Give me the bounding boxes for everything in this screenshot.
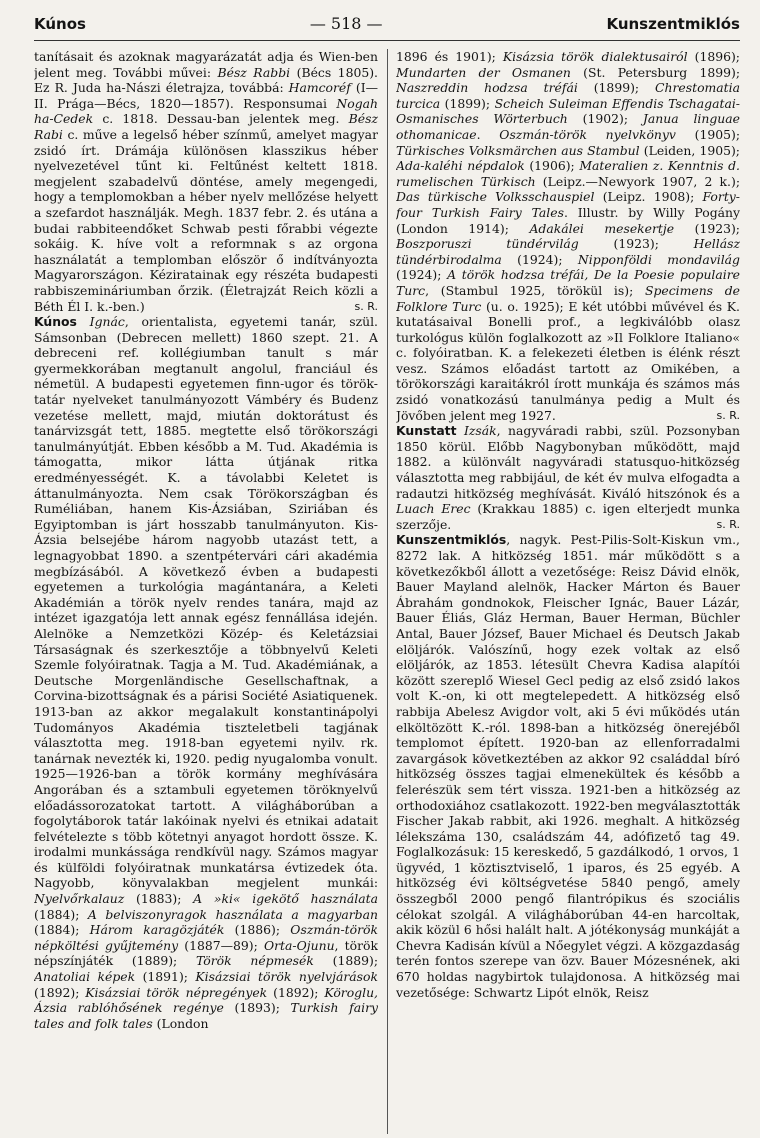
italic-title: Orta-Ojunu — [263, 937, 335, 953]
italic-title: Török népmesék — [195, 953, 314, 969]
column-divider — [387, 49, 388, 1134]
author-signature: s. R. — [354, 299, 378, 313]
italic-title: A »ki« igekötő használata — [193, 891, 378, 907]
header-right-guideword: Kunszentmiklós — [606, 15, 740, 33]
dictionary-entry — [396, 423, 740, 532]
italic-title: Oszmán-török nyelvkönyv — [499, 126, 676, 142]
entry-text: (1924); — [396, 267, 448, 283]
entry-text: (1884); — [34, 922, 90, 938]
entry-text: (1887—89); — [178, 937, 264, 953]
entry-text: 1896 és 1901); — [396, 49, 503, 64]
italic-title: Bész Rabi — [34, 111, 378, 142]
entry-text: (1889); — [313, 953, 378, 969]
entry-text: . Illustr. by Willy Pogány (London 1914); — [396, 204, 740, 236]
page-header — [34, 14, 740, 41]
entry-text: tanításait és azoknak magyarázatát adja és Wien-ben jelent meg. További művei: — [34, 49, 378, 80]
italic-title: Boszporuszi tündérvilág — [396, 236, 579, 252]
entry-text: . — [476, 126, 500, 142]
entry-text: , orientalista, egyetemi tanár, szül. Sámsonban (Debrecen mellett) 1860 szept. 21. A debreceni ref. kollégiumban tanult s már gyermekkorában megtanult angolul, franciául és németül. A budapesti egyetemen finn-ugor és török-tatár nyelveket tanulmányozott Vámbéry és Budenz vezetése mellett, majd, miután doktorátust és tanárvizsgát tett, 1885. megtette első törökországi tanulmányútját. Ebben később a M. Tud. Akadémia is támogatta, mikor látta útjának ritka eredményességét. K. a távolabbi Keletet is áttanulmányozta. Nem csak Törökországban és Ruméliában, hanem Kis-Ázsiában, Sziriában és Egyiptomban is járt hosszabb tanulmányuton. Kis-Ázsia belsejébe három nagyobb utazást tett, a legnagyobbat 1890. a szentpétervári cári akadémia megbízásából. A következő évben a budapesti egyetemen a turkológia magántanára, a Keleti Akadémián a török nyelv rendes tanára, majd az intézet igazgatója lett annak egész fennállása idején. Alelnöke a Nemzetközi Közép- és Keletázsiai Társaságnak és szerkesztője a többnyelvű Keleti Szemle folyóiratnak. Tagja a M. Tud. Akadémiának, a Deutsche Morgenländische Gesellschaftnak, a Corvina-bizottságnak és a párisi Société Asiatiquenek. 1913-ban az akkor megalakult konstantinápolyi Tudományos Akadémia tiszteletbeli tagjának választotta meg. 1918-ban egyetemi nyilv. rk. tanárnak nevezték ki, 1920. pedig nyugalomba vonult. 1925—1926-ban a török kormány meghívására Angorában és a sztambuli egyetemen töröknyelvű előadássorozatokat tartott. A világháborúban a fogolytáborok tatár lakóinak nyelvi és etnikai adatait felvételezte s több kötetnyi anyagot hordott össze. K. irodalmi munkássága rendkívül nagy. Számos magyar és külföldi folyóiratnak munkatársa évtizedek óta. Nagyobb, könyvalakban megjelent munkái: — [34, 314, 378, 891]
entry-text: (1924); — [501, 251, 578, 267]
italic-title: Chrestomatia turcica — [396, 80, 740, 111]
italic-title: Specimens de Folklore Turc — [396, 282, 740, 314]
entry-continuation — [34, 49, 378, 314]
italic-title: Kisázsiai török népregények — [85, 984, 268, 1000]
italic-title: Hellász tündérbirodalma — [396, 236, 740, 267]
italic-title: Naszreddin hodzsa tréfái — [396, 80, 578, 96]
italic-title: Adakálei mesekertje — [529, 220, 675, 236]
italic-title: Forty-four Turkish Fairy Tales — [396, 189, 740, 220]
header-left-guideword: Kúnos — [34, 15, 86, 33]
entry-text — [457, 423, 464, 438]
entry-text: (1892); — [267, 984, 325, 1000]
entry-text: c. 1818. Dessau-ban jelentek meg. — [93, 111, 349, 127]
entry-text — [77, 314, 90, 329]
entry-text: , török népszínjáték (1889); — [34, 937, 378, 969]
entry-text: (Leipz.—Newyork 1907, 2 k.); — [535, 173, 740, 189]
text-columns — [34, 49, 740, 1134]
italic-title: Kisázsia török dialektusairól — [502, 49, 688, 64]
italic-title: Ignác — [89, 314, 125, 330]
entry-text: (Krakkau 1885) c. igen elterjedt munka szerzője. — [396, 501, 740, 532]
entry-text: , nagyk. Pest-Pilis-Solt-Kiskun vm., 8272 lak. A hitközség 1851. már működött s a következőkből állott a vezetősége: Reisz Dávid elnök, Bauer Mayland alelnök, Hacker Márton és Bauer Ábrahám gondnokok, Fleischer Ignác, Bauer Lázár, Bauer Éliás, Gláz Herman, Bauer Herman, Büchler Antal, Bauer József, Bauer Michael és Deutsch Jakab elöljárók. Valószínű, hogy ezek voltak az első elöljárók, az 1853. létesült Chevra Kadisa alapítói között szereplő Wiesel Gecl pedig az első zsidó lakos volt K.-on, ki ott megtelepedett. A hitközség első rabbija Abelesz Avigdor volt, aki 5 évi működés után elköltözött K.-ról. 1898-ban a hitközség önerejéből templomot épített. 1920-ban az ellenforradalmi zavargások következtében az akkor 92 családdal bíró hitközség összes tagjai elmenekültek és később a felerészük sem tért vissza. 1921-ben a hitközség az orthodoxiához csatlakozott. 1922-ben megválasztották Fischer Jakab rabbit, aki 1926. meghalt. A hitközség lélekszáma 130, családszám 44, adófizető tag 49. Foglalkozásuk: 15 kereskedő, 5 gazdálkodó, 1 orvos, 1 ügyvéd, 1 köztisztviselő, 1 iparos, és 25 egyéb. A hitközség évi költségvetése 5840 pengő, amely összegből 2000 pengő filantrópikus és szociális célokat szolgál. A világháborúban 44-en harcoltak, akik közül 6 hősi halált halt. A jótékonyság munkáját a Chevra Kadisán kívül a Nőegylet végzi. A közgazdaság terén fontos szerepe van özv. Bauer Mózesnének, aki 670 holdas nagybirtok tulajdonosa. A hitközség mai vezetősége: Schwartz Lipót elnök, Reisz — [396, 532, 740, 1000]
author-signature: s. R. — [716, 517, 740, 531]
entry-text: (1905); — [675, 126, 740, 142]
entry-text: (London — [152, 1015, 209, 1031]
dictionary-entry — [396, 532, 740, 1000]
italic-title: Turkish fairy tales and folk tales — [34, 1000, 378, 1031]
entry-text: (1884); — [34, 906, 88, 922]
italic-title: Nyelvőrkalauz — [34, 891, 125, 907]
entry-text: , nagyváradi rabbi, szül. Pozsonyban 1850 körül. Előbb Nagybonyban működött, majd 1882. a különvált nagyváradi statusquo-hitközség választotta meg rabbijául, de két év mulva elfogadta a radautzi hitközség meghívását. Kiváló hitszónok és a — [396, 423, 740, 501]
italic-title: Ada-kaléhi népdalok — [396, 158, 525, 174]
italic-title: Nipponföldi mondavilág — [577, 251, 740, 267]
entry-headword: Kunstatt — [396, 423, 457, 439]
entry-text: (1899); — [440, 95, 495, 111]
italic-title: Nogah ha-Cedek — [34, 95, 378, 127]
entry-text: (St. Petersburg 1899); — [570, 64, 740, 80]
left-column — [34, 49, 378, 1134]
entry-headword: Kúnos — [34, 314, 77, 330]
italic-title: Kisázsiai török nyelvjárások — [195, 969, 378, 985]
italic-title: Izsák — [463, 423, 497, 439]
entry-text: (1896); — [687, 49, 740, 64]
italic-title: Türkisches Volksmärchen aus Stambul — [396, 142, 640, 158]
entry-text: (Leipz. 1908); — [594, 189, 703, 205]
entry-text: , (Stambul 1925, törökül is); — [425, 282, 645, 298]
entry-text: (1902); — [567, 111, 643, 127]
entry-text: (u. o. 1925); E két utóbbi művével és K. kutatásaival Bonelli prof., a legkiválóbb olasz turkológus külön foglalkozott az »Il Folklore Italiano« c. folyóiratban. K. a felekezeti életben is élénk részt vesz. Számos előadást tartott az Omikében, a törökországi karaitákról írott munkája és számos más zsidó vonatkozású tanulmánya pedig a Mult és Jövőben jelent meg 1927. — [396, 298, 740, 423]
italic-title: Materalien z. Kenntnis d. rumelischen Türkisch — [396, 158, 740, 189]
italic-title: Hamcoréf — [288, 80, 351, 96]
italic-title: Köroglu, Ázsia rablóhősének regénye — [34, 984, 378, 1016]
page-number: — 518 — — [309, 14, 383, 33]
italic-title: Oszmán-török népköltési gyűjtemény — [34, 922, 378, 953]
entry-text: (1892); — [34, 984, 86, 1000]
italic-title: Janua linguae othomanicae — [396, 111, 740, 142]
italic-title: Scheich Suleiman Effendis Tschagatai-Osmanisches Wörterbuch — [396, 95, 740, 127]
entry-text: (1923); — [674, 220, 740, 236]
italic-title: A török hodzsa tréfái, De la Poesie populaire Turc — [396, 267, 740, 298]
entry-text: (1923); — [578, 236, 694, 252]
entry-text: (1891); — [135, 969, 196, 985]
entry-text: (1886); — [224, 922, 291, 938]
italic-title: Das türkische Volksschauspiel — [396, 189, 595, 205]
entry-headword: Kunszentmiklós — [396, 532, 507, 548]
right-column — [396, 49, 740, 1134]
italic-title: A belviszonyragok használata a magyarban — [87, 906, 378, 922]
entry-text: (I—II. Prága—Bécs, 1820—1857). Responsumai — [34, 80, 378, 111]
italic-title: Három karagözjáték — [89, 922, 225, 938]
entry-continuation — [396, 49, 740, 423]
entry-text: c. műve a legelső héber színmű, amelyet magyar zsidó írt. Drámája különösen klasszikus héber nyelvezetével tűnt ki. Feltűnést keltett 1818. megjelent szabadelvű döntése, amely megengedi, hogy a templomokban a héber nyelv mellőzése helyett a szefardot használják. Megh. 1837 febr. 2. és utána a budai rabbiteendőket Schwab pesti főrabbi végezte sokáig. K. híve volt a reformnak s az orgona használatát a templomban először ő indítványozta Magyarországon. Kéziratainak egy részéta budapesti rabbiszemináriumban őrzik. (Életrajzát Reich közli a Béth Él I. k.-ben.) — [34, 126, 378, 314]
entry-text: (1893); — [223, 1000, 291, 1016]
italic-title: Mundarten der Osmanen — [396, 64, 571, 80]
entry-text: (Bécs 1805). Ez R. Juda ha-Nászi életrajza, továbbá: — [34, 64, 378, 96]
entry-text: (1883); — [124, 891, 194, 907]
author-signature: s. R. — [716, 408, 740, 422]
entry-text: (1906); — [524, 158, 580, 174]
dictionary-entry — [34, 314, 378, 1031]
italic-title: Bész Rabbi — [217, 64, 291, 80]
entry-text: (1899); — [577, 80, 656, 96]
italic-title: Anatoliai képek — [34, 969, 136, 985]
entry-text: (Leiden, 1905); — [639, 142, 740, 158]
italic-title: Luach Erec — [396, 501, 471, 517]
